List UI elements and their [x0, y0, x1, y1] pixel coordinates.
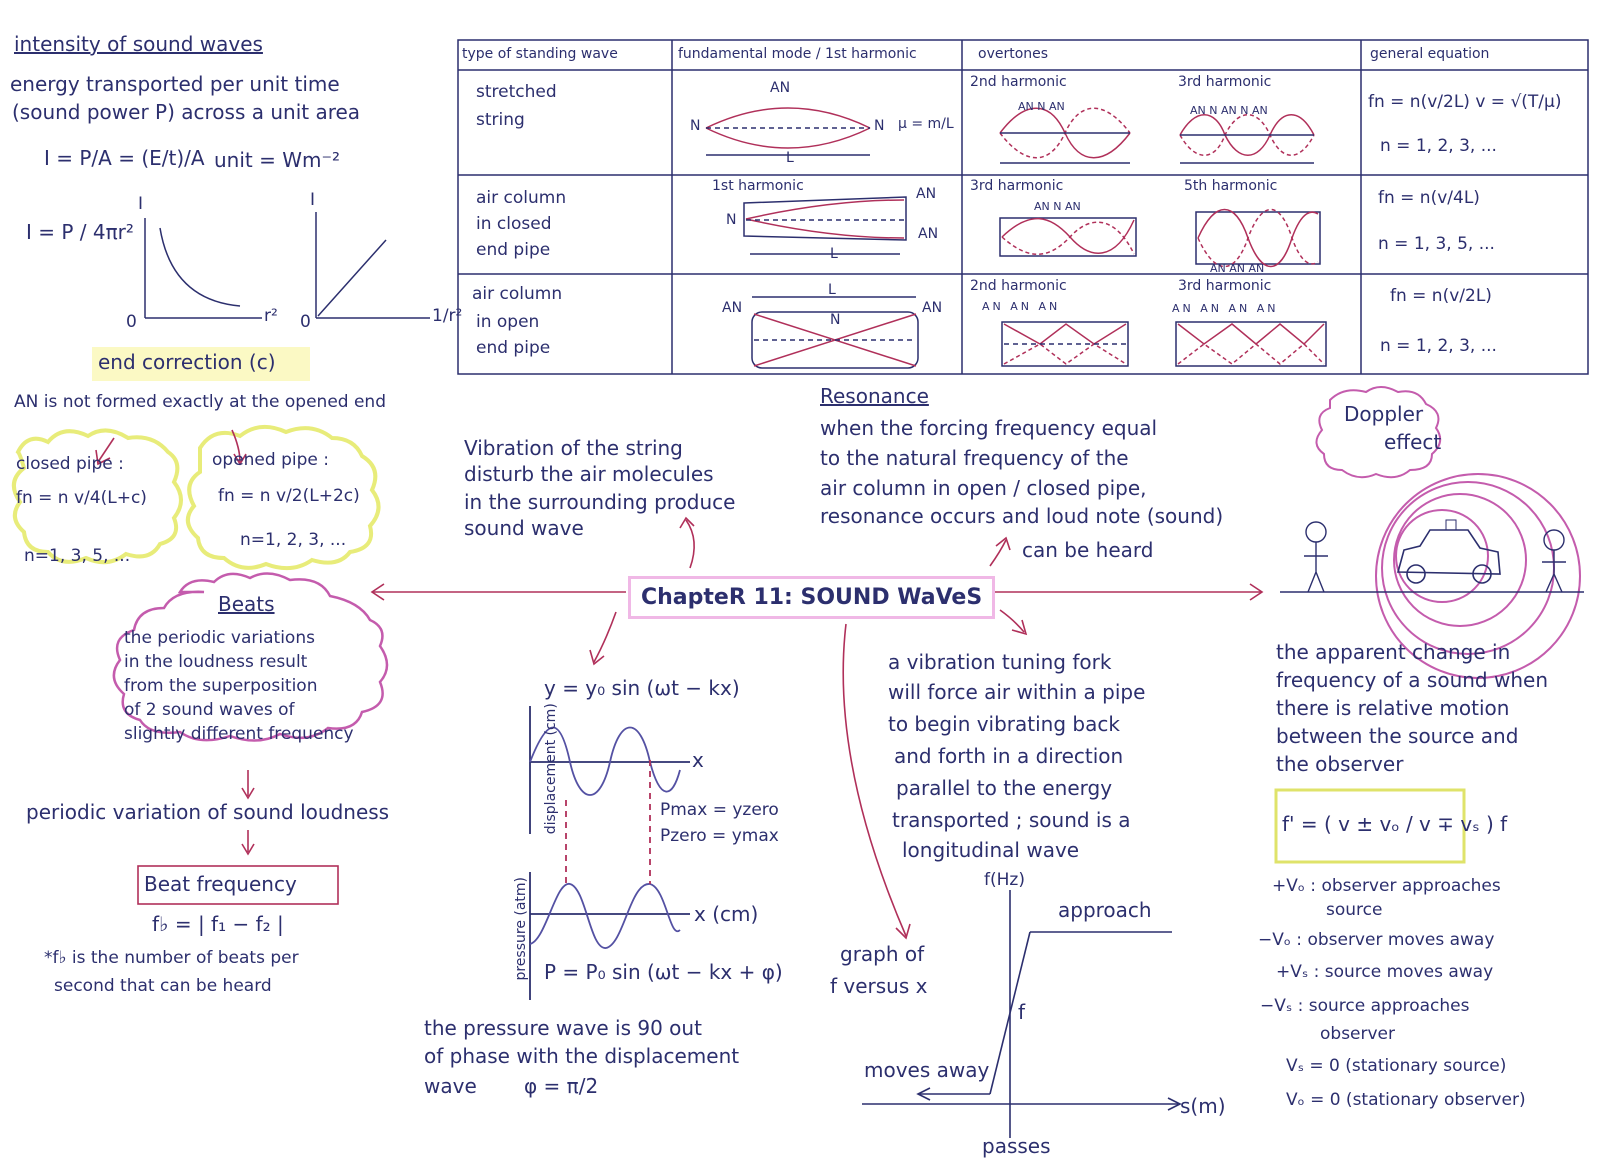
doppler-note-4: +Vₛ : source moves away [1276, 962, 1494, 982]
row1-mode-mu: μ = m/L [898, 116, 954, 132]
row3-n: n = 1, 2, 3, ... [1380, 336, 1497, 356]
row2-mode-label: 1st harmonic [712, 178, 804, 194]
row1-n: n = 1, 2, 3, ... [1380, 136, 1497, 156]
row3-ot1-title: 2nd harmonic [970, 278, 1067, 294]
beat-frequency-eq: f♭ = | f₁ − f₂ | [152, 912, 284, 936]
doppler-note-1: +Vₒ : observer approaches [1272, 876, 1501, 896]
row3-mode-an-left: AN [722, 300, 743, 316]
end-correction-title: end correction (c) [98, 350, 276, 374]
row2-type-line3: end pipe [476, 240, 551, 260]
doppler-title-2: effect [1384, 430, 1442, 454]
tuning-moves-away: moves away [864, 1058, 990, 1082]
row2-equation: fn = n(v/4L) [1378, 188, 1480, 208]
beats-desc-4: of 2 sound waves of [124, 700, 295, 720]
graph2-y-label: I [310, 190, 316, 210]
wave-pzero: Pzero = ymax [660, 826, 779, 846]
vibration-line-4: sound wave [464, 516, 584, 540]
open-pipe-2nd-harmonic [1002, 322, 1128, 366]
graph1-x-label: r² [264, 306, 278, 326]
beats-note-2: second that can be heard [54, 976, 272, 996]
row1-mode-n-left: N [690, 118, 701, 134]
intensity-eq-1: I = P/A = (E/t)/A [44, 146, 205, 170]
row2-type-line1: air column [476, 188, 567, 208]
row1-equation: fn = n(v/2L) v = √(T/μ) [1368, 92, 1562, 112]
tuning-line-5: parallel to the energy [896, 776, 1113, 800]
open-pipe-fundamental [752, 297, 918, 368]
wave-eq-y: y = y₀ sin (ωt − kx) [544, 676, 740, 700]
row1-mode-l: L [786, 150, 794, 166]
wave-phase-2: of phase with the displacement [424, 1044, 740, 1068]
graph2-x-label: 1/r² [432, 306, 463, 326]
doppler-note-3: −Vₒ : observer moves away [1258, 930, 1495, 950]
doppler-note-2: source [1326, 900, 1383, 920]
wave-pressure-label: pressure (atm) [513, 876, 530, 981]
row1-type-line2: string [476, 110, 525, 130]
tuning-line-4: and forth in a direction [894, 744, 1124, 768]
table-header-fundamental: fundamental mode / 1st harmonic [678, 46, 917, 62]
row2-ot2-labels: AN AN AN [1210, 262, 1265, 275]
string-2nd-harmonic-wave [1000, 108, 1130, 163]
row1-type-line1: stretched [476, 82, 557, 102]
resonance-line-1: when the forcing frequency equal [820, 416, 1158, 440]
wave-x-bottom: x (cm) [694, 902, 759, 926]
doppler-desc-1: the apparent change in [1276, 640, 1511, 664]
row3-mode-label: L [828, 282, 836, 298]
row1-ot2-labels: AN N AN N AN [1190, 104, 1268, 117]
closed-pipe-3rd-harmonic [1000, 218, 1136, 256]
doppler-title-1: Doppler [1344, 402, 1424, 426]
row3-equation: fn = n(v/2L) [1390, 286, 1492, 306]
open-pipe-eq: fn = n v/2(L+2c) [218, 486, 360, 506]
row3-type-line2: in open [476, 312, 540, 332]
intensity-graph-1 [145, 218, 262, 318]
doppler-equation: f' = ( v ± vₒ / v ∓ vₛ ) f [1282, 812, 1508, 836]
wave-phase-1: the pressure wave is 90 out [424, 1016, 702, 1040]
closed-pipe-fundamental [744, 197, 906, 254]
row1-ot1-labels: AN N AN [1018, 100, 1065, 113]
table-header-type: type of standing wave [462, 46, 618, 62]
open-pipe-title: opened pipe : [212, 450, 329, 470]
beats-note-1: *f♭ is the number of beats per [44, 948, 299, 968]
string-fundamental-wave [706, 108, 870, 155]
resonance-line-2: to the natural frequency of the [820, 446, 1129, 470]
tuning-x-label: s(m) [1180, 1094, 1226, 1118]
closed-pipe-n: n=1, 3, 5, ... [24, 546, 131, 566]
closed-pipe-eq: fn = n v/4(L+c) [16, 488, 147, 508]
doppler-desc-2: frequency of a sound when [1276, 668, 1548, 692]
row3-ot1-labels: AN AN AN [982, 300, 1061, 313]
tuning-line-2: will force air within a pipe [888, 680, 1146, 704]
graph1-origin: 0 [126, 312, 137, 332]
doppler-desc-4: between the source and [1276, 724, 1519, 748]
vibration-line-2: disturb the air molecules [464, 462, 714, 486]
tuning-line-3: to begin vibrating back [888, 712, 1120, 736]
tuning-line-6: transported ; sound is a [892, 808, 1131, 832]
tuning-graph-label-2: f versus x [830, 974, 928, 998]
intensity-desc-1: energy transported per unit time [10, 72, 340, 96]
row3-type-line3: end pipe [476, 338, 551, 358]
vibration-line-1: Vibration of the string [464, 436, 683, 460]
resonance-line-4: resonance occurs and loud note (sound) [820, 504, 1224, 528]
tuning-graph-label-1: graph of [840, 942, 925, 966]
closed-pipe-5th-harmonic [1196, 210, 1320, 267]
beats-variation: periodic variation of sound loudness [26, 800, 390, 824]
row2-mode-n-left: N [726, 212, 737, 228]
tuning-passes: passes [982, 1134, 1051, 1158]
beats-desc-5: slightly different frequency [124, 724, 354, 744]
chapter-title: ChapteR 11: SOUND WaVeS [628, 576, 995, 619]
string-3rd-harmonic-wave [1180, 115, 1314, 163]
row3-mode-an-right: AN [922, 300, 943, 316]
wave-phase-3: wave [424, 1074, 477, 1098]
intensity-desc-2: (sound power P) across a unit area [12, 100, 361, 124]
open-pipe-3rd-harmonic [1176, 322, 1326, 366]
resonance-heard: can be heard [1022, 538, 1154, 562]
doppler-note-5: −Vₛ : source approaches [1260, 996, 1470, 1016]
wave-displacement-label: displacement (cm) [542, 703, 559, 835]
graph2-origin: 0 [300, 312, 311, 332]
row3-mode-n: N [830, 312, 841, 328]
doppler-desc-5: the observer [1276, 752, 1404, 776]
row2-mode-l: L [830, 246, 838, 262]
wave-eq-p: P = P₀ sin (ωt − kx + φ) [544, 960, 783, 984]
doppler-desc-3: there is relative motion [1276, 696, 1510, 720]
beat-frequency-title: Beat frequency [144, 872, 297, 896]
tuning-approach: approach [1058, 898, 1152, 922]
tuning-f: f [1018, 1000, 1026, 1024]
wave-pmax: Pmax = yzero [660, 800, 779, 820]
intensity-graph-2 [316, 212, 430, 318]
graph1-y-label: I [138, 194, 144, 214]
row3-ot2-title: 3rd harmonic [1178, 278, 1272, 294]
intensity-title: intensity of sound waves [14, 32, 263, 56]
row1-mode-label: AN [770, 80, 791, 96]
doppler-note-6: observer [1320, 1024, 1396, 1044]
row3-type-line1: air column [472, 284, 563, 304]
resonance-line-3: air column in open / closed pipe, [820, 476, 1147, 500]
closed-pipe-title: closed pipe : [16, 454, 124, 474]
table-header-general-equation: general equation [1370, 46, 1490, 62]
row2-type-line2: in closed [476, 214, 552, 234]
wave-x-top: x [692, 748, 704, 772]
row1-ot1-title: 2nd harmonic [970, 74, 1067, 90]
tuning-line-7: longitudinal wave [902, 838, 1080, 862]
open-pipe-n: n=1, 2, 3, ... [240, 530, 347, 550]
beats-desc-1: the periodic variations [124, 628, 315, 648]
row1-mode-n-right: N [874, 118, 885, 134]
end-correction-desc: AN is not formed exactly at the opened end [14, 392, 386, 412]
row2-mode-an: AN [918, 226, 939, 242]
row3-ot2-labels: AN AN AN AN [1172, 302, 1279, 315]
row2-ot1-labels: AN N AN [1034, 200, 1081, 213]
vibration-line-3: in the surrounding produce [464, 490, 736, 514]
doppler-note-7: Vₛ = 0 (stationary source) [1286, 1056, 1507, 1076]
tuning-y-label: f(Hz) [984, 870, 1025, 890]
row1-ot2-title: 3rd harmonic [1178, 74, 1272, 90]
row2-mode-n-right: AN [916, 186, 937, 202]
resonance-title: Resonance [820, 384, 929, 408]
row2-ot2-title: 5th harmonic [1184, 178, 1278, 194]
beats-desc-2: in the loudness result [124, 652, 308, 672]
intensity-eq-2: I = P / 4πr² [26, 220, 134, 244]
doppler-note-8: Vₒ = 0 (stationary observer) [1286, 1090, 1526, 1110]
table-header-overtones: overtones [978, 46, 1049, 62]
wave-phi: φ = π/2 [524, 1074, 599, 1098]
intensity-unit: unit = Wm⁻² [214, 148, 341, 172]
beats-desc-3: from the superposition [124, 676, 318, 696]
tuning-line-1: a vibration tuning fork [888, 650, 1112, 674]
row2-n: n = 1, 3, 5, ... [1378, 234, 1495, 254]
beats-title: Beats [218, 592, 275, 616]
row2-ot1-title: 3rd harmonic [970, 178, 1064, 194]
